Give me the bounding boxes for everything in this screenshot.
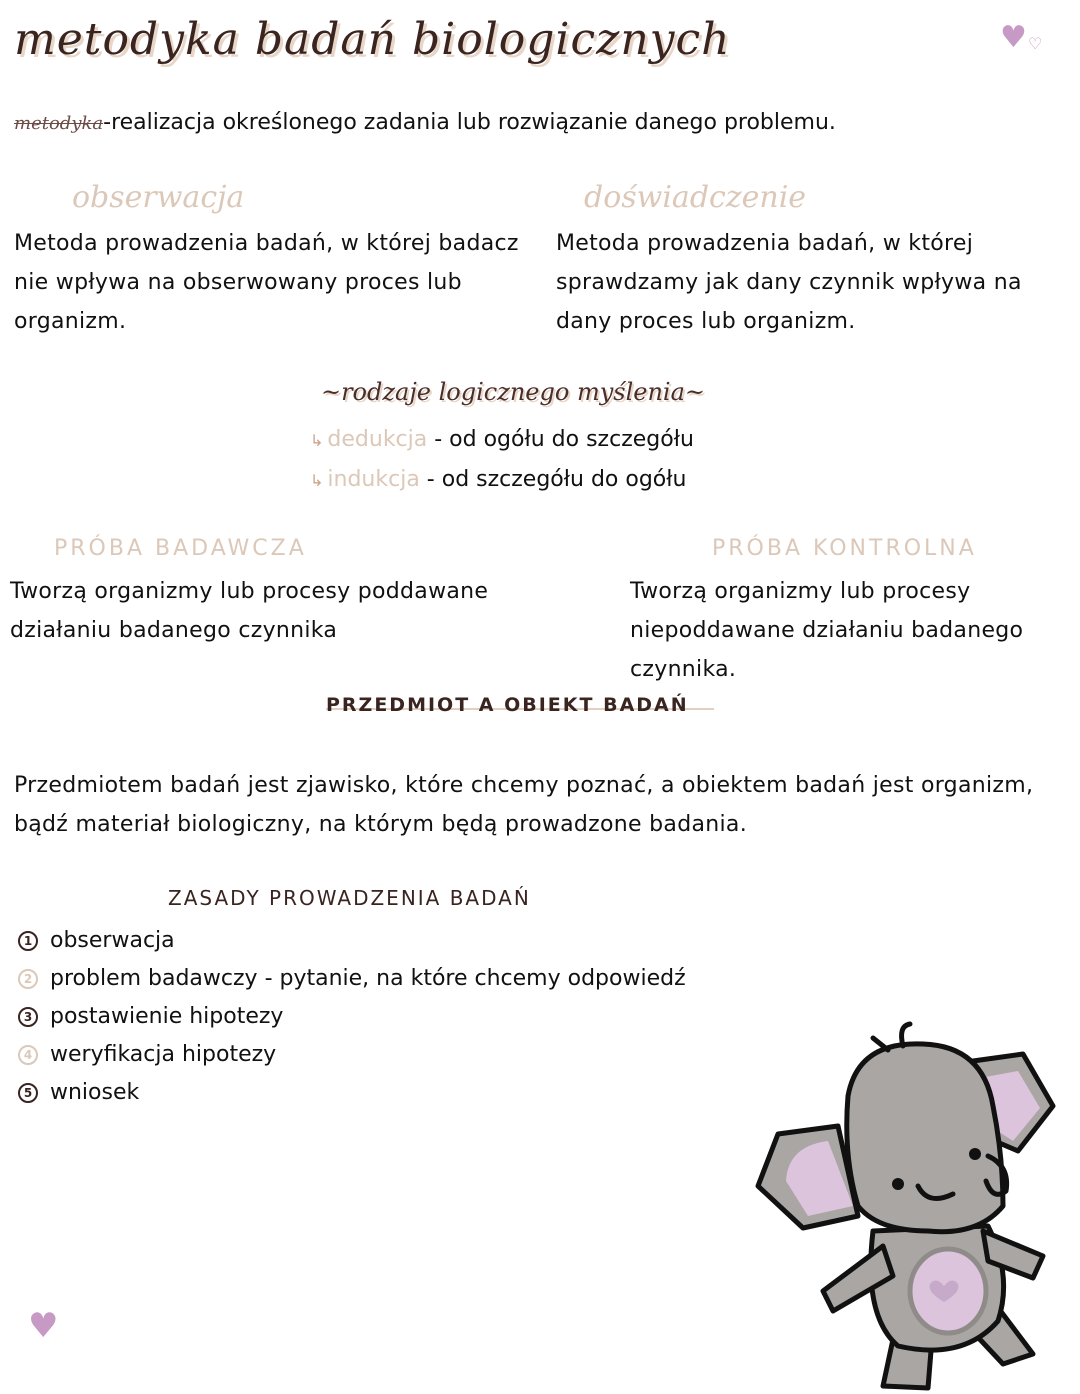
number-circle-icon: 1 [18,931,38,951]
control-sample-heading: PRÓBA KONTROLNA [712,536,977,561]
logic-item-induction [310,460,694,500]
step-label: problem badawczy - pytanie, na które chcemy odpowiedź [50,966,686,991]
principles-list [18,922,686,1112]
list-item [18,922,686,960]
page-title: metodyka badań biologicznych [14,14,731,65]
definition-text: -realizacja określonego zadania lub rozwiązanie danego problemu. [103,110,836,135]
step-label: obserwacja [50,928,175,953]
control-sample-text: Tworzą organizmy lub procesy niepoddawane działaniu badanego czynnika. [630,579,1024,682]
step-label: wniosek [50,1080,140,1105]
heart-outline-icon: ♡ [1028,34,1043,53]
logic-desc: - od szczegółu do ogółu [419,467,687,492]
logic-heading: ~rodzaje logicznego myślenia~ [320,378,706,406]
research-sample-heading: PRÓBA BADAWCZA [54,536,307,561]
list-item [18,1036,686,1074]
experiment-text: Metoda prowadzenia badań, w której sprawdzamy jak dany czynnik wpływa na dany proces lub organizm. [556,231,1022,334]
logic-list [310,420,694,500]
logic-term: indukcja [327,467,420,492]
principles-heading: ZASADY PROWADZENIA BADAŃ [168,886,531,910]
subject-object-heading: PRZEDMIOT A OBIEKT BADAŃ [326,694,689,716]
definition-term: metodyka [14,113,104,134]
list-item [18,1074,686,1112]
arrow-return-icon: ↳ [310,471,324,490]
observation-text: Metoda prowadzenia badań, w której badacz nie wpływa na obserwowany proces lub organizm. [14,231,519,334]
number-circle-icon: 3 [18,1007,38,1027]
number-circle-icon: 2 [18,969,38,989]
heart-icon: ♥ [28,1306,59,1346]
research-sample-text: Tworzą organizmy lub procesy poddawane działaniu badanego czynnika [10,579,489,643]
logic-item-deduction [310,420,694,460]
number-circle-icon: 4 [18,1045,38,1065]
arrow-return-icon: ↳ [310,431,324,450]
logic-desc: - od ogółu do szczegółu [427,427,694,452]
heart-icon: ♥ [1000,20,1027,55]
number-circle-icon: 5 [18,1083,38,1103]
list-item [18,960,686,998]
experiment-heading: doświadczenie [584,180,807,215]
step-label: weryfikacja hipotezy [50,1042,277,1067]
list-item [18,998,686,1036]
logic-term: dedukcja [327,427,428,452]
step-label: postawienie hipotezy [50,1004,284,1029]
elephant-illustration [748,1016,1080,1394]
subject-object-text: Przedmiotem badań jest zjawisko, które chcemy poznać, a obiektem badań jest organizm, bądź materiał biologiczny, na którym będą prowadzone badania. [14,773,1034,837]
observation-heading: obserwacja [72,180,245,215]
definition [14,110,836,135]
